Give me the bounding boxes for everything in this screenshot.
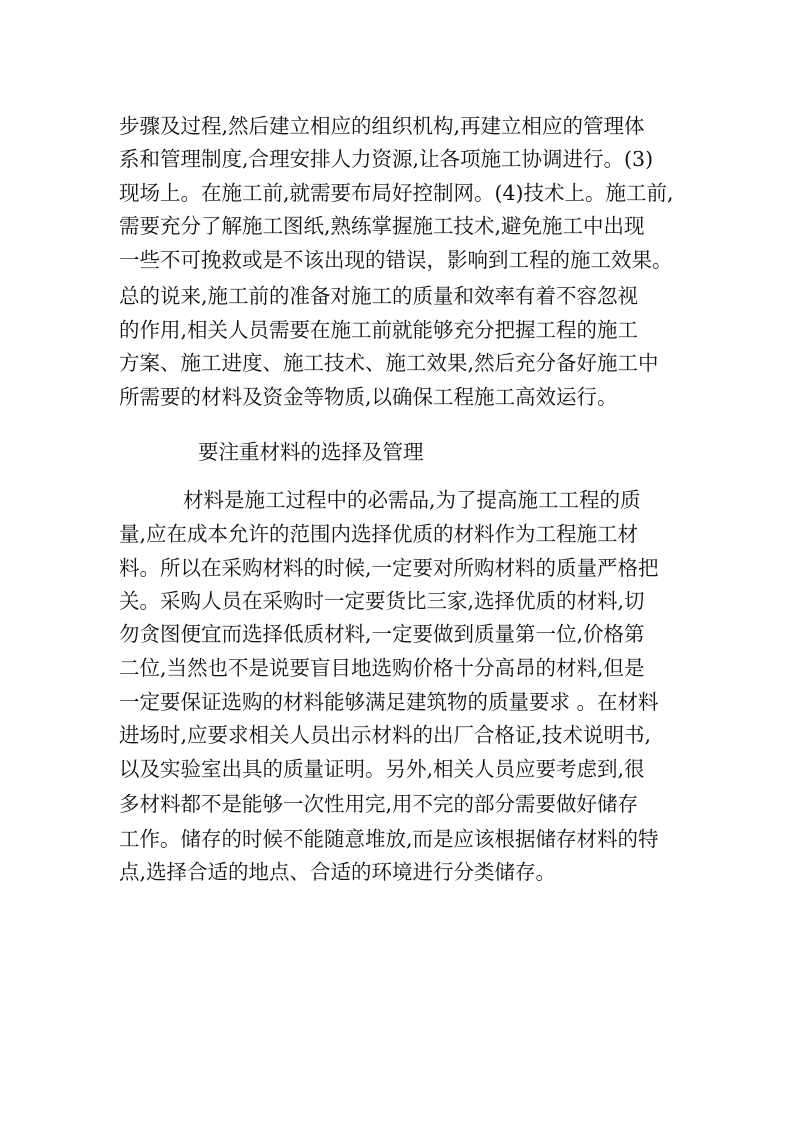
paragraph-line: 的作用,相关人员需要在施工前就能够充分把握工程的施工 <box>119 318 639 342</box>
paragraph-line: 料。所以在采购材料的时候,一定要对所购材料的质量严格把 <box>119 556 659 580</box>
paragraph-line: 总的说来,施工前的准备对施工的质量和效率有着不容忽视 <box>119 284 639 308</box>
paragraph-line: 关。采购人员在采购时一定要货比三家,选择优质的材料,切 <box>119 589 645 613</box>
paragraph-line: 方案、施工进度、施工技术、施工效果,然后充分备好施工中 <box>119 351 659 375</box>
paragraph-line: 需要充分了解施工图纸,熟练掌握施工技术,避免施工中出现 <box>119 214 645 238</box>
paragraph-line: 量,应在成本允许的范围内选择优质的材料作为工程施工材 <box>119 522 639 546</box>
paragraph-line: 以及实验室出具的质量证明。另外,相关人员应要考虑到,很 <box>119 757 645 781</box>
paragraph-line: 一定要保证选购的材料能够满足建筑物的质量要求 。在材料 <box>119 690 659 714</box>
paragraph-line: 系和管理制度,合理安排人力资源,让各项施工协调进行。(3) <box>119 147 654 171</box>
paragraph-line: 所需要的材料及资金等物质,以确保工程施工高效运行。 <box>119 385 618 409</box>
paragraph-line: 一些不可挽救或是不该出现的错误，影响到工程的施工效果。 <box>119 248 673 272</box>
paragraph-line: 多材料都不是能够一次性用完,用不完的部分需要做好储存 <box>119 792 639 816</box>
paragraph-line: 点,选择合适的地点、合适的环境进行分类储存。 <box>119 860 557 884</box>
paragraph-line: 二位,当然也不是说要盲目地选购价格十分高昂的材料,但是 <box>119 656 645 680</box>
section-heading: 要注重材料的选择及管理 <box>198 440 424 464</box>
paragraph-line: 进场时,应要求相关人员出示材料的出厂合格证,技术说明书, <box>119 723 652 747</box>
paragraph-line: 现场上。在施工前,就需要布局好控制网。(4)技术上。施工前, <box>119 181 674 205</box>
paragraph-line: 勿贪图便宜而选择低质材料,一定要做到质量第一位,价格第 <box>119 622 645 646</box>
paragraph-line: 材料是施工过程中的必需品,为了提高施工工程的质 <box>183 488 641 512</box>
paragraph-line: 工作。储存的时候不能随意堆放,而是应该根据储存材料的特 <box>119 827 659 851</box>
paragraph-line: 步骤及过程,然后建立相应的组织机构,再建立相应的管理体 <box>119 114 645 138</box>
